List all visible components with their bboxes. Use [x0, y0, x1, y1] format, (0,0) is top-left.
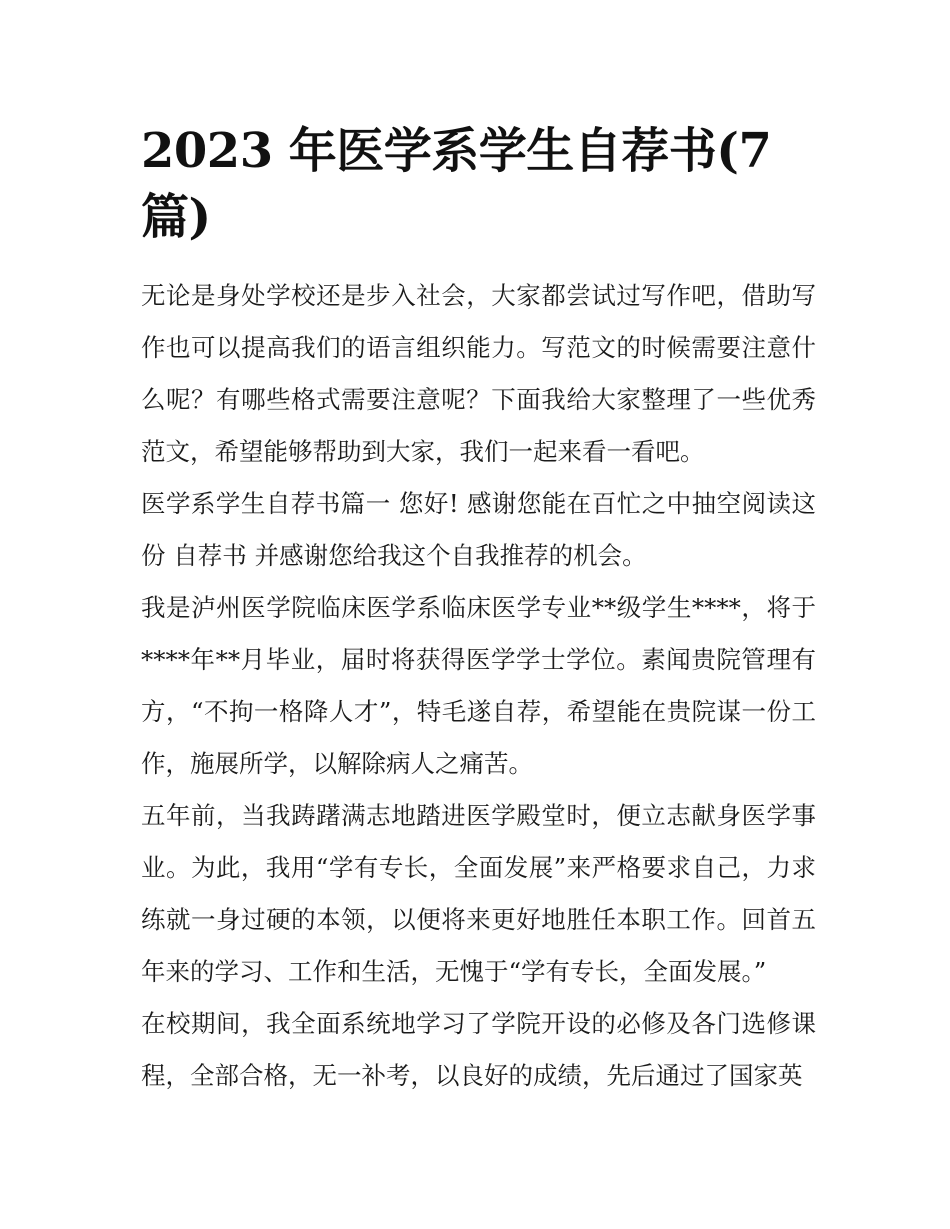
document-body — [141, 118, 816, 1102]
paragraph-aspiration: 五年前，当我踌躇满志地踏进医学殿堂时，便立志献身医学事业。为此，我用“学有专长，全面发展”来严格要求自己，力求练就一身过硬的本领，以便将来更好地胜任本职工作。回首五年来的学习、工作和生活，无愧于“学有专长，全面发展。” — [141, 801, 816, 986]
paragraph-greeting: 医学系学生自荐书篇一 您好! 感谢您能在百忙之中抽空阅读这份 自荐书 并感谢您给我这个自我推荐的机会。 — [141, 489, 816, 570]
paragraph-self-introduction: 我是泸州医学院临床医学系临床医学专业**级学生****，将于****年**月毕业，届时将获得医学学士学位。素闻贵院管理有方，“不拘一格降人才”，特毛遂自荐，希望能在贵院谋一份工作，施展所学，以解除病人之痛苦。 — [141, 593, 816, 778]
paragraph-studies: 在校期间，我全面系统地学习了学院开设的必修及各门选修课程，全部合格，无一补考，以良好的成绩，先后通过了国家英 — [141, 1009, 816, 1090]
paragraph-intro: 无论是身处学校还是步入社会，大家都尝试过写作吧，借助写作也可以提高我们的语言组织能力。写范文的时候需要注意什么呢？有哪些格式需要注意呢？下面我给大家整理了一些优秀范文，希望能够帮助到大家，我们一起来看一看吧。 — [141, 281, 816, 466]
document-title: 2023 年医学系学生自荐书(7 篇) — [141, 123, 772, 245]
